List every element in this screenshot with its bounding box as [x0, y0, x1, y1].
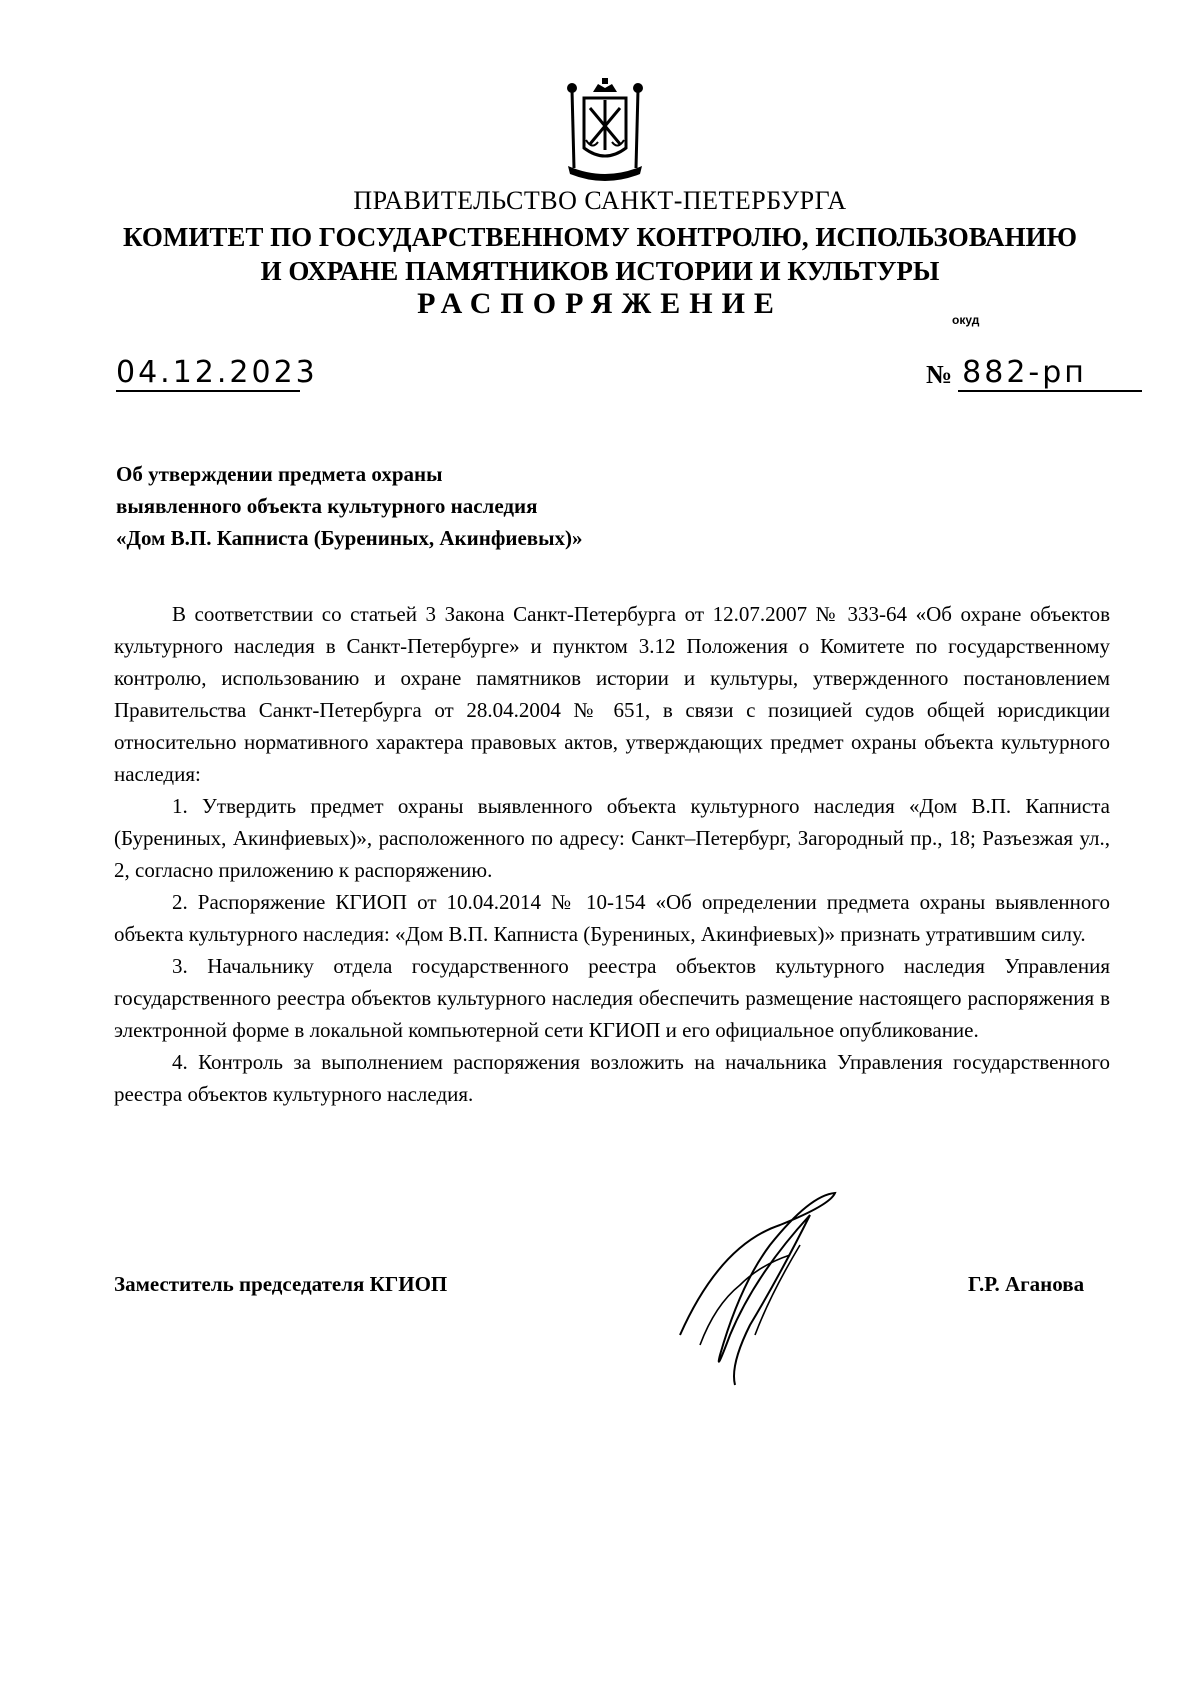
document-date: 04.12.2023 [116, 355, 318, 390]
committee-name-line2: И ОХРАНЕ ПАМЯТНИКОВ ИСТОРИИ И КУЛЬТУРЫ [260, 256, 940, 286]
preamble-paragraph: В соответствии со статьей 3 Закона Санкт-Петербурга от 12.07.2007 № 333-64 «Об охране объектов культурного наследия в Санкт-Петербурге» и пунктом 3.12 Положения о Комитете по государственному контролю, использованию и охране памятников истории и культуры, утвержденного постановлением Правительства Санкт-Петербурга от 28.04.2004 № 651, в связи с позицией судов общей юрисдикции относительно нормативного характера правовых актов, утверждающих предмет охраны объекта культурного наследия: [114, 602, 1110, 786]
subject-line: «Дом В.П. Капниста (Бурениных, Акинфиевых)» [116, 526, 583, 550]
government-title: ПРАВИТЕЛЬСТВО САНКТ-ПЕТЕРБУРГА [353, 186, 847, 215]
signatory-name: Г.Р. Аганова [968, 1272, 1085, 1296]
subject-line: Об утверждении предмета охраны [116, 462, 443, 486]
order-item-3: 3. Начальнику отдела государственного реестра объектов культурного наследия Управления государственного реестра объектов культурного наследия обеспечить размещение настоящего распоряжения в электронной форме в локальной компьютерной сети КГИОП и его официальное опубликование. [114, 954, 1110, 1042]
order-item-1: 1. Утвердить предмет охраны выявленного объекта культурного наследия «Дом В.П. Капниста (Бурениных, Акинфиевых)», расположенного по адресу: Санкт–Петербург, Загородный пр., 18; Разъезжая ул., 2, согласно приложению к распоряжению. [114, 794, 1110, 882]
committee-name-line1: КОМИТЕТ ПО ГОСУДАРСТВЕННОМУ КОНТРОЛЮ, ИСПОЛЬЗОВАНИЮ [123, 222, 1077, 252]
document-subject [116, 458, 583, 554]
document-body [114, 598, 1110, 1110]
order-item-4: 4. Контроль за выполнением распоряжения возложить на начальника Управления государственного реестра объектов культурного наследия. [114, 1050, 1110, 1106]
order-item-2: 2. Распоряжение КГИОП от 10.04.2014 № 10-154 «Об определении предмета охраны выявленного объекта культурного наследия: «Дом В.П. Капниста (Бурениных, Акинфиевых)» признать утратившим силу. [114, 890, 1110, 946]
subject-line: выявленного объекта культурного наследия [116, 494, 538, 518]
document-type: РАСПОРЯЖЕНИЕ [417, 287, 783, 320]
coat-of-arms-emblem [560, 78, 650, 186]
document-number [926, 356, 1142, 392]
signatory-position: Заместитель председателя КГИОП [114, 1272, 448, 1296]
okud-label: окуд [952, 313, 980, 327]
handwritten-signature [660, 1185, 890, 1395]
number-sign: № [926, 360, 953, 389]
document-number-value: 882-рп [958, 356, 1142, 392]
